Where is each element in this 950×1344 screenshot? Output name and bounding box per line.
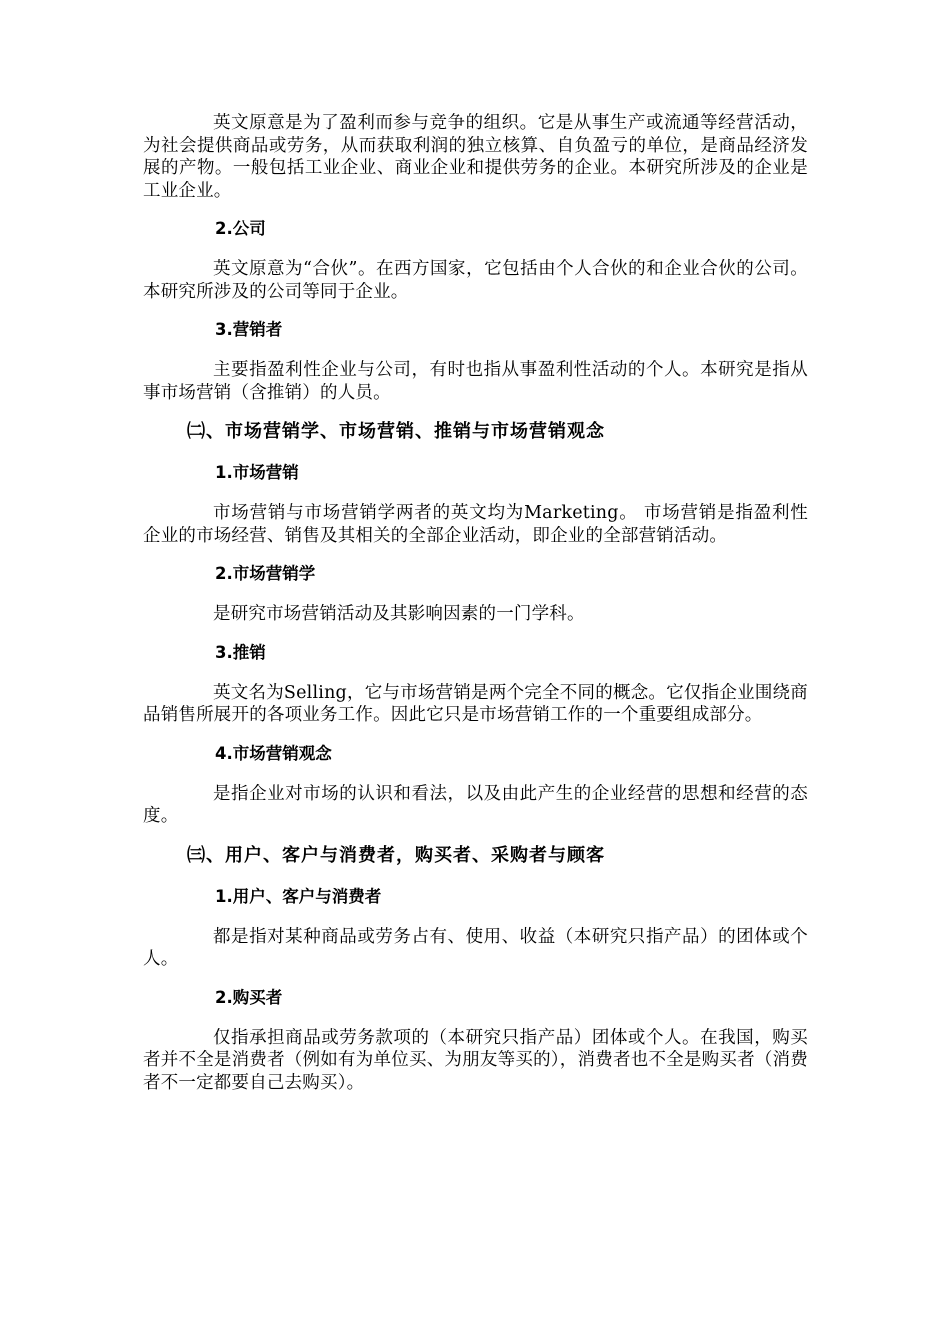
document-page (143, 112, 808, 1110)
subheading-marketing-science: 2.市场营销学 (215, 564, 316, 583)
subheading-marketing: 1.市场营销 (215, 463, 299, 482)
subheading-selling: 3.推销 (215, 642, 266, 662)
paragraph-enterprise-definition: 英文原意是为了盈利而参与竞争的组织。它是从事生产或流通等经营活动，为社会提供商品或劳务，从而获取利润的独立核算、自负盈亏的单位，是商品经济发展的产物。一般包括工业企业、商业企业和提供劳务的企业。本研究所涉及的企业是工业企业。 (143, 113, 808, 201)
subheading-company: 2.公司 (215, 219, 266, 238)
subheading-purchaser: 2.购买者 (215, 987, 283, 1007)
paragraph-selling-definition: 英文名为Selling，它与市场营销是两个完全不同的概念。它仅指企业围绕商品销售所展开的各项业务工作。因此它只是市场营销工作的一个重要组成部分。 (143, 682, 808, 725)
paragraph-marketing-concept-definition: 是指企业对市场的认识和看法，以及由此产生的企业经营的思想和经营的态度。 (143, 783, 808, 826)
subheading-users-customers: 1.用户、客户与消费者 (215, 886, 382, 906)
paragraph-company-definition: 英文原意为“合伙”。在西方国家，它包括由个人合伙的和企业合伙的公司。本研究所涉及的公司等同于企业。 (143, 259, 808, 302)
paragraph-marketer-definition: 主要指盈利性企业与公司，有时也指从事盈利性活动的个人。本研究是指从事市场营销（含推销）的人员。 (143, 360, 808, 403)
subheading-marketing-concept: 4.市场营销观念 (215, 743, 332, 763)
paragraph-users-definition: 都是指对某种商品或劳务占有、使用、收益（本研究只指产品）的团体或个人。 (143, 926, 808, 969)
paragraph-marketing-definition: 市场营销与市场营销学两者的英文均为Marketing。 市场营销是指盈利性企业的市场经营、销售及其相关的全部企业活动，即企业的全部营销活动。 (143, 503, 808, 546)
paragraph-purchaser-definition: 仅指承担商品或劳务款项的（本研究只指产品）团体或个人。在我国，购买者并不全是消费者（例如有为单位买、为朋友等买的），消费者也不全是购买者（消费者不一定都要自己去购买）。 (143, 1027, 808, 1093)
section-heading-users: ㈢、用户、客户与消费者，购买者、采购者与顾客 (187, 844, 605, 866)
section-heading-marketing: ㈡、市场营销学、市场营销、推销与市场营销观念 (187, 421, 605, 442)
paragraph-marketing-science-definition: 是研究市场营销活动及其影响因素的一门学科。 (213, 604, 585, 624)
subheading-marketer: 3.营销者 (215, 320, 283, 339)
